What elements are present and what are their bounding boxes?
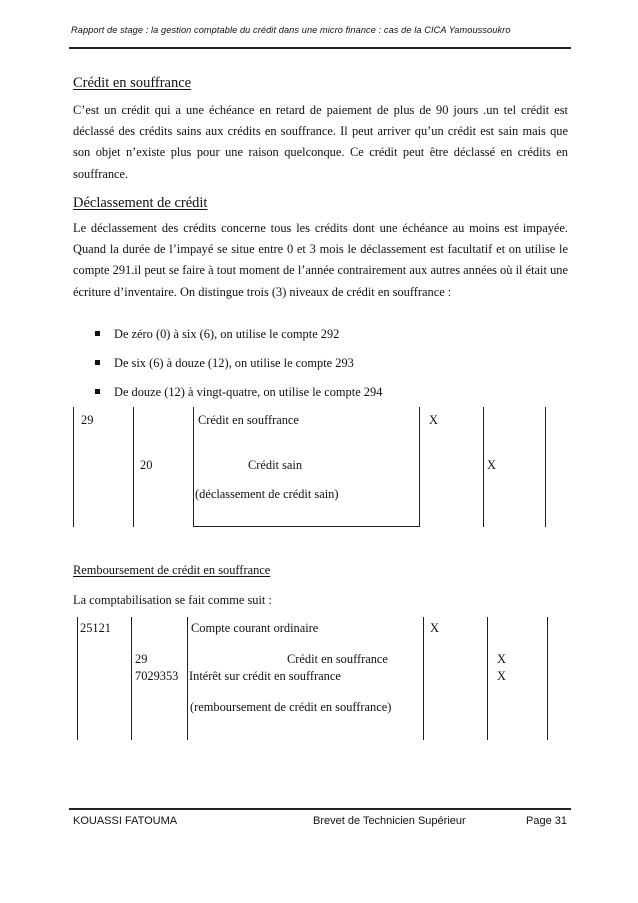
running-header: Rapport de stage : la gestion comptable du crédit dans une micro finance : cas de la CICA Yamoussoukro xyxy=(71,25,511,35)
debit-mark: X xyxy=(429,413,438,427)
journal-line xyxy=(547,617,548,740)
footer-diploma: Brevet de Technicien Supérieur xyxy=(313,815,466,827)
entry-note: (déclassement de crédit sain) xyxy=(195,487,339,501)
section-title-credit-en-souffrance: Crédit en souffrance xyxy=(73,75,192,91)
credit-mark: X xyxy=(497,669,506,683)
remboursement-intro: La comptabilisation se fait comme suit : xyxy=(73,593,272,607)
journal-line xyxy=(423,617,424,740)
bullet-text: De six (6) à douze (12), on utilise le compte 293 xyxy=(114,356,354,370)
bullet-text: De zéro (0) à six (6), on utilise le compte 292 xyxy=(114,327,340,341)
credit-account-label: Crédit en souffrance xyxy=(287,652,388,666)
footer-rule xyxy=(69,808,571,810)
debit-account-number: 25121 xyxy=(80,621,111,635)
credit-account-number: 20 xyxy=(140,458,153,472)
bullet-item xyxy=(95,385,382,400)
journal-line xyxy=(193,526,420,527)
page-number: Page 31 xyxy=(526,815,567,827)
credit-mark: X xyxy=(497,652,506,666)
debit-account-number: 29 xyxy=(81,413,94,427)
bullet-square-icon xyxy=(95,389,100,394)
credit-mark: X xyxy=(487,458,496,472)
debit-account-label: Compte courant ordinaire xyxy=(191,621,319,635)
credit-account-label: Intérêt sur crédit en souffrance xyxy=(189,669,341,683)
section-title-remboursement: Remboursement de crédit en souffrance xyxy=(73,563,271,577)
credit-account-label: Crédit sain xyxy=(248,458,303,472)
paragraph-declassement: Le déclassement des crédits concerne tous les crédits dont une échéance au moins est impayée. Quand la durée de l’impayé se situe entre 0 et 3 mois le déclassement est facultatif et on utilise le compte 291.il peut se faire à tout moment de l’année contrairement aux autres années où il était une écriture d’inventaire. On distingue trois (3) niveaux de crédit en souffrance : xyxy=(73,221,568,299)
bullet-square-icon xyxy=(95,360,100,365)
paragraph-credit-en-souffrance: C’est un crédit qui a une échéance en retard de paiement de plus de 90 jours .un tel crédit est déclassé des crédits sains aux crédits en souffrance. Il peut arriver qu’un crédit est sain mais que son objet n’existe plus pour une raison quelconque. Ce crédit peut être déclassé en crédits en souffrance. xyxy=(73,103,568,181)
journal-line xyxy=(133,407,134,527)
journal-line xyxy=(187,617,188,740)
journal-line xyxy=(487,617,488,740)
footer-author: KOUASSI FATOUMA xyxy=(73,815,178,827)
header-rule xyxy=(69,47,571,49)
journal-line xyxy=(419,407,420,527)
credit-account-number: 29 xyxy=(135,652,148,666)
journal-line xyxy=(131,617,132,740)
section-title-declassement: Déclassement de crédit xyxy=(73,195,208,211)
bullet-square-icon xyxy=(95,331,100,336)
bullet-item xyxy=(95,327,339,342)
entry-note: (remboursement de crédit en souffrance) xyxy=(190,700,392,714)
journal-line xyxy=(73,407,74,527)
debit-mark: X xyxy=(430,621,439,635)
journal-line xyxy=(483,407,484,527)
bullet-item xyxy=(95,356,354,371)
journal-line xyxy=(77,617,78,740)
journal-line xyxy=(193,407,194,527)
journal-line xyxy=(545,407,546,527)
bullet-text: De douze (12) à vingt-quatre, on utilise le compte 294 xyxy=(114,385,383,399)
debit-account-label: Crédit en souffrance xyxy=(198,413,299,427)
credit-account-number: 7029353 xyxy=(135,669,179,683)
